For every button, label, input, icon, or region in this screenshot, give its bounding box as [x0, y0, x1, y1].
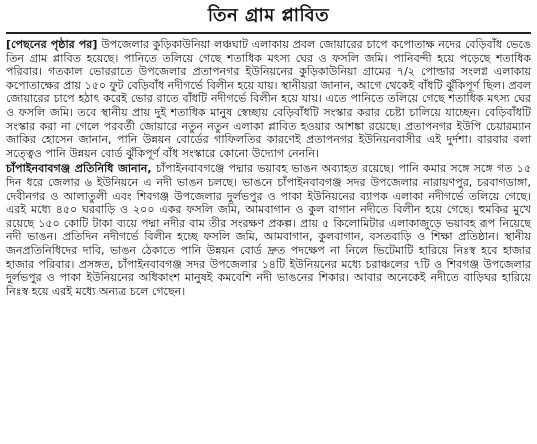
paragraph-text: চাঁপাইনবাবগঞ্জে পদ্মার ভয়াবহ ভাঙন অব্যাহত রয়েছে। পানি কমার সঙ্গে সঙ্গে গত ১৫ দিন ধরে জেলার ৬ ইউনিয়নে এ নদী ভাঙন চলছে। ভাঙনে চাঁপাইনবাবগঞ্জ সদর উপজেলার নারায়ণপুর, চরবাগডাঙ্গা, দেবীনগর ও আলাতুলী এবং শিবগঞ্জ উপজেলার দুর্লভপুর ও পাকা ইউনিয়নের ব্যাপক এলাকা নদীগর্ভে তলিয়ে গেছে। এরই মধ্যে ৪৫০ ঘরবাড়ি ও ২০০ একর ফসলি জমি, আমবাগান ও কুল বাগান নদীতে বিলীন হয়ে গেছে। হুমকির মুখে রয়েছে ১৫০ কোটি টাকা ব্যয়ে পদ্মা নদীর বাম তীর সংরক্ষণ প্রকল্প। প্রায় ৫ কিলোমিটার এলাকাজুড়ে ভয়াবহ রূপ নিয়েছে নদী ভাঙন। প্রতিদিন নদীগর্ভে বিলীন হচ্ছে ফসলি জমি, আমবাগান, কুলবাগান, বসতবাড়ি ও শিক্ষা প্রতিষ্ঠান। স্থানীয় জনপ্রতিনিধিদের দাবি, ভাঙন ঠেকাতে পানি উন্নয়ন বোর্ড দ্রুত পদক্ষেপ না নিলে ভিটেমাটি হারিয়ে নিঃস্ব হবে হাজার হাজার পরিবার। প্রসঙ্গত, চাঁপাইনবাবগঞ্জ সদর উপজেলার ১৪টি ইউনিয়নের মধ্যে চরাঞ্চলের ৭টি ও শিবগঞ্জ উপজেলার দুর্লভপুর ও পাকা ইউনিয়নের অধিকাংশ মানুষই কমবেশি নদী ভাঙনের শিকার। আবার অনেকেই নদীতে বাড়িঘর হারিয়ে নিঃস্ব হয়ে এরই মধ্যে অন্যত্র চলে গেছেন।	[6, 162, 531, 298]
continuation-marker: [পেছনের পৃষ্ঠার পর]	[6, 38, 98, 51]
paragraph-satkhira	[6, 38, 531, 160]
article-body	[6, 38, 531, 298]
paragraph-text: উপজেলার কুড়িকাউনিয়া লঞ্চঘাট এলাকায় প্রবল জোয়ারের চাপে কপোতাক্ষ নদের বেড়িবাঁধ ভেঙে তিন গ্রাম প্লাবিত হয়েছে। পানিতে তলিয়ে গেছে শতাধিক মৎস্য ঘের ও ফসলি জমি। পানিবন্দী হয়ে পড়েছে শতাধিক পরিবার। গতকাল ভোররাতে উপজেলার প্রতাপনগর ইউনিয়নের কুড়িকাউনিয়া গ্রামের ৭/২ পোল্ডার সংলগ্ন এলাকায় কপোতাক্ষের প্রায় ১৫০ ফুট বেড়িবাঁধ নদীগর্ভে বিলীন হয়ে যায়। স্থানীয়রা জানান, আগে থেকেই বাঁধটি ঝুঁকিপূর্ণ ছিল। প্রবল জোয়ারের চাপে হঠাৎ করেই ভোর রাতে বাঁধটি নদীগর্ভে বিলীন হয়ে যায়। এতে পানিতে তলিয়ে গেছে শতাধিক মৎস্য ঘের ও ফসলি জমি। তবে স্থানীয় প্রায় দুই শতাধিক মানুষ স্বেচ্ছায় বেড়িবাঁধটি সংস্কার করার চেষ্টা চালিয়ে যাচ্ছেন। বেড়িবাঁধটি সংস্কার করা না গেলে পরবর্তী জোয়ারে নতুন নতুন এলাকা প্লাবিত হওয়ার আশঙ্কা রয়েছে। প্রতাপনগর ইউপি চেয়ারম্যান জাকির হোসেন জানান, পানি উন্নয়ন বোর্ডের গাফিলতির কারণেই প্রতাপনগর ইউনিয়নবাসীর এই দুর্দশা। বারবার বলা সত্ত্বেও পানি উন্নয়ন বোর্ড ঝুঁকিপূর্ণ বাঁধ সংস্কারে কোনো উদ্যোগ নেননি।	[6, 38, 531, 160]
paragraph-chapainawabganj	[6, 162, 531, 298]
headline: তিন গ্রাম প্লাবিত	[207, 5, 330, 26]
headline-divider	[6, 32, 531, 34]
correspondent-lead: চাঁপাইনবাবগঞ্জ প্রতিনিধি জানান,	[6, 162, 152, 176]
